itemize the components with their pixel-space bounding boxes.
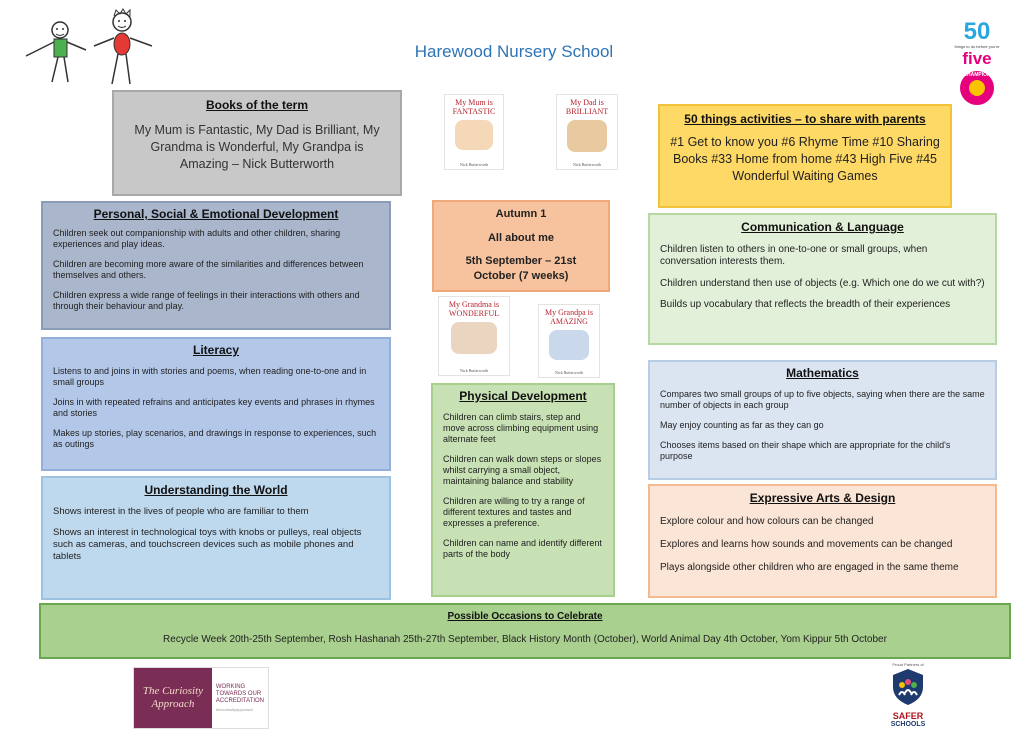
literacy-box [41,337,391,471]
physical-heading: Physical Development [459,389,587,403]
celebrate-heading: Possible Occasions to Celebrate [447,611,603,622]
maths-box [648,360,997,480]
safer-top: Proud Partners of [892,662,924,667]
curiosity-url: thecuriosityapproach [215,707,253,712]
psed-item: Children seek out companionship with adults and other children, sharing experiences and play ideas. [53,228,341,249]
physical-item: Children can walk down steps or slopes whilst carrying a small object, maintaining balance and stability [443,454,602,486]
arts-box [648,484,997,598]
celebrate-bar [39,603,1011,659]
term-box [432,200,610,292]
communication-item: Children listen to others in one-to-one or small groups, when conversation interests them. [660,243,928,267]
term-season: Autumn 1 [495,208,547,220]
maths-heading: Mathematics [786,366,859,380]
safer-schools-logo [880,662,936,738]
physical-item: Children can name and identify different parts of the body [443,538,602,559]
safer-line2: SCHOOLS [890,721,926,728]
safer-line1: SAFER [892,711,924,721]
literacy-item: Joins in with repeated refrains and anticipates key events and phrases in rhymes and stories [53,397,375,418]
communication-heading: Communication & Language [741,220,904,234]
book-cover-mum: My Mum is FANTASTIC Nick Butterworth [444,94,504,170]
activities-heading: 50 things activities – to share with parents [684,112,926,126]
psed-heading: Personal, Social & Emotional Development [93,207,339,221]
curiosity-approach-logo [133,667,269,729]
communication-box [648,213,997,345]
shield-icon [890,667,926,707]
badge-brand: five [962,49,992,68]
arts-heading: Expressive Arts & Design [749,491,896,505]
literacy-item: Listens to and joins in with stories and poems, when reading one-to-one and in small groups [53,366,367,387]
badge-sub: things to do before you're [954,44,1000,49]
badge-ribbon: CHAMPION [963,72,991,78]
literacy-item: Makes up stories, play scenarios, and drawings in response to experiences, such as outings [53,428,377,449]
activities-text: #1 Get to know you #6 Rhyme Time #10 Sharing Books #33 Home from home #43 High Five #45 Wonderful Waiting Games [670,135,940,183]
maths-item: Chooses items based on their shape which are appropriate for the child's purpose [660,440,951,461]
book-cover-grandma: My Grandma is WONDERFUL Nick Butterworth [438,296,510,376]
maths-item: Compares two small groups of up to five objects, saying when there are the same number of objects in each group [660,389,985,410]
book-cover-grandpa: My Grandpa is AMAZING Nick Butterworth [538,304,600,378]
term-dates: 5th September – 21st October (7 weeks) [465,255,577,282]
curiosity-text: WORKING TOWARDS OUR ACCREDITATION [215,684,265,704]
world-item: Shows an interest in technological toys with knobs or pulleys, real objects such as cameras, and touchscreen devices such as mobile phones and tablets [53,527,362,562]
maths-item: May enjoy counting as far as they can go [660,420,824,430]
book-cover-dad: My Dad is BRILLIANT Nick Butterworth [556,94,618,170]
fifty-things-badge [954,20,1000,120]
books-text: My Mum is Fantastic, My Dad is Brilliant, My Grandma is Wonderful, My Grandpa is Amazing – Nick Butterworth [134,123,380,171]
psed-item: Children express a wide range of feelings in their interactions with others and through their behaviour and play. [53,290,360,311]
world-item: Shows interest in the lives of people who are familiar to them [53,506,309,517]
page-title: Harewood Nursery School [414,42,614,61]
arts-item: Explore colour and how colours can be changed [660,516,874,527]
physical-item: Children are willing to try a range of different textures and tastes and expresses a preference. [443,496,585,528]
world-heading: Understanding the World [144,483,288,497]
champion-medal-icon [960,71,994,105]
badge-number: 50 [963,18,991,45]
children-drawing [18,6,158,90]
books-of-term-box [112,90,402,196]
physical-box [431,383,615,597]
psed-item: Children are becoming more aware of the similarities and differences between themselves and others. [53,259,364,280]
communication-item: Builds up vocabulary that reflects the breadth of their experiences [660,299,951,310]
activities-box [658,104,952,208]
arts-item: Plays alongside other children who are engaged in the same theme [660,562,959,573]
books-heading: Books of the term [205,98,308,112]
world-box [41,476,391,600]
arts-item: Explores and learns how sounds and movements can be changed [660,539,953,550]
term-topic: All about me [487,232,554,244]
celebrate-text: Recycle Week 20th-25th September, Rosh Hashanah 25th-27th September, Black History Month (October), World Animal Day 4th October, Yom Kippur 5th October [163,634,887,645]
physical-item: Children can climb stairs, step and move across climbing equipment using alternate feet [443,412,599,444]
communication-item: Children understand then use of objects (e.g. Which one do we cut with?) [660,277,985,289]
psed-box [41,201,391,330]
literacy-heading: Literacy [192,343,240,357]
curiosity-logo-mark: The Curiosity Approach [134,668,212,728]
